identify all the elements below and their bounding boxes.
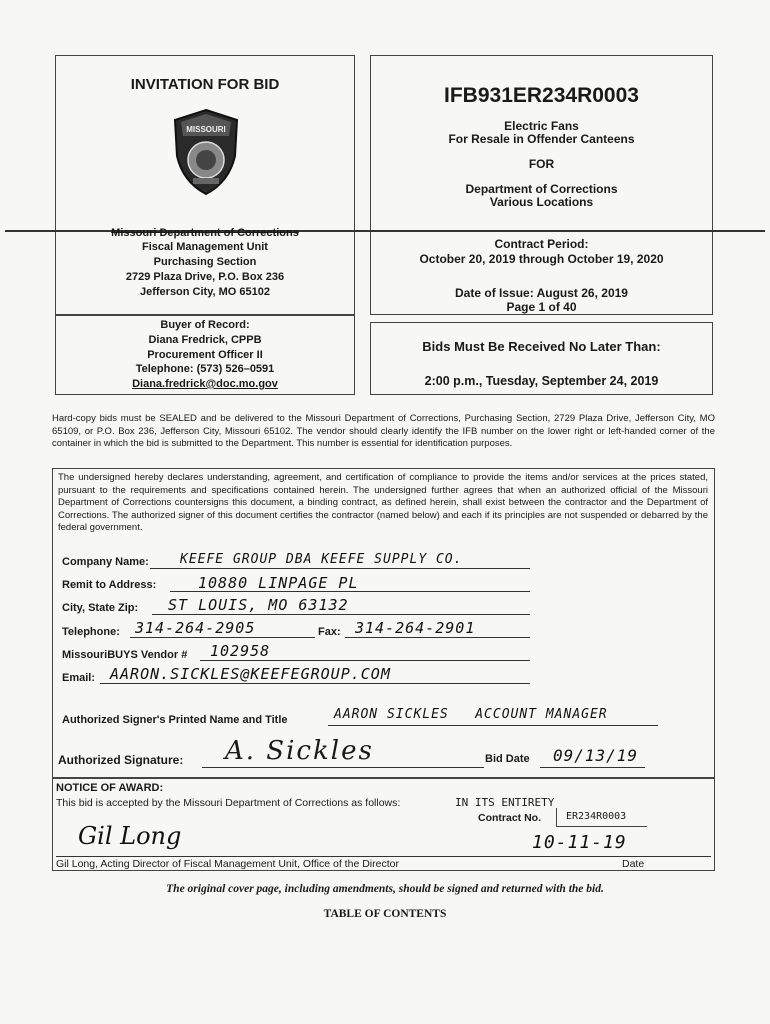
form-title: INVITATION FOR BID xyxy=(130,76,280,93)
remit-line xyxy=(170,591,530,592)
city-value[interactable]: ST LOUIS, MO 63132 xyxy=(168,596,349,614)
agency-name: Missouri Department of Corrections xyxy=(111,227,299,239)
dept-line-1: Department of Corrections xyxy=(465,182,618,196)
director-signature[interactable]: Gil Long xyxy=(78,822,182,850)
page-number: Page 1 of 40 xyxy=(506,300,577,314)
agency-address: 2729 Plaza Drive, P.O. Box 236 xyxy=(125,271,285,283)
buyer-title: Procurement Officer II xyxy=(147,349,263,361)
ifb-number: IFB931ER234R0003 xyxy=(444,84,639,107)
deadline-label: Bids Must Be Received No Later Than: xyxy=(422,339,661,354)
city-line xyxy=(152,614,530,615)
bid-date-value[interactable]: 09/13/19 xyxy=(553,746,639,765)
agency-section: Purchasing Section xyxy=(153,256,257,268)
email-label: Email: xyxy=(62,672,96,684)
seal-text: MISSOURI xyxy=(186,125,226,134)
vendor-number-value[interactable]: 102958 xyxy=(210,642,271,660)
bid-date-label: Bid Date xyxy=(485,753,530,765)
director-signature-line xyxy=(56,856,711,857)
dept-line-2: Various Locations xyxy=(489,195,594,209)
agency-city: Jefferson City, MO 65102 xyxy=(139,286,270,298)
contract-period-label: Contract Period: xyxy=(494,237,589,251)
authorized-signature[interactable]: A. Sickles xyxy=(225,736,374,766)
footer-note: The original cover page, including amendments, should be signed and returned with the bid. xyxy=(166,883,604,895)
item-line-1: Electric Fans xyxy=(504,119,579,133)
signature-line xyxy=(202,767,484,768)
fax-label: Fax: xyxy=(318,626,341,638)
vendor-number-line xyxy=(200,660,530,661)
award-date-label: Date xyxy=(622,858,645,870)
signer-value[interactable]: AARON SICKLES ACCOUNT MANAGER xyxy=(334,707,608,722)
director-title: Gil Long, Acting Director of Fiscal Management Unit, Office of the Director xyxy=(56,858,399,870)
award-text: This bid is accepted by the Missouri Department of Corrections as follows: xyxy=(56,797,401,809)
company-name-value[interactable]: KEEFE GROUP DBA KEEFE SUPPLY CO. xyxy=(180,552,463,567)
remit-label: Remit to Address: xyxy=(62,579,157,591)
buyer-name: Diana Fredrick, CPPB xyxy=(148,334,262,346)
buyer-email[interactable]: Diana.fredrick@doc.mo.gov xyxy=(132,378,278,390)
telephone-label: Telephone: xyxy=(62,626,120,638)
award-heading: NOTICE OF AWARD: xyxy=(56,782,164,794)
award-text-value[interactable]: IN ITS ENTIRETY xyxy=(455,796,555,809)
signer-line xyxy=(328,725,658,726)
telephone-line xyxy=(130,637,315,638)
buyer-phone: Telephone: (573) 526–0591 xyxy=(135,363,275,375)
company-name-label: Company Name: xyxy=(62,556,149,568)
for-label: FOR xyxy=(528,157,555,171)
contract-number-underline xyxy=(556,808,647,827)
submission-instructions: Hard-copy bids must be SEALED and be delivered to the Missouri Department of Corrections, Purchasing Section, 2729 Plaza Drive, Jefferson City, MO 65109, or P.O. Box 236, Jefferson City, Missouri 65102. The vendor should clearly identify the IFB number on the lower right or left-handed corner of the container in which the bid is submitted to the Department. This number is essential for identification purposes. xyxy=(52,413,715,449)
company-name-line xyxy=(150,568,530,569)
signature-label: Authorized Signature: xyxy=(58,753,184,767)
remit-value[interactable]: 10880 LINPAGE PL xyxy=(198,574,359,592)
table-of-contents-heading: TABLE OF CONTENTS xyxy=(323,908,447,920)
city-label: City, State Zip: xyxy=(62,602,139,614)
agency-unit: Fiscal Management Unit xyxy=(142,241,268,253)
bid-date-line xyxy=(540,767,645,768)
fax-value[interactable]: 314-264-2901 xyxy=(355,619,476,637)
contract-number-label: Contract No. xyxy=(478,812,541,824)
buyer-label: Buyer of Record: xyxy=(160,319,250,331)
fax-line xyxy=(345,637,530,638)
signer-label: Authorized Signer's Printed Name and Title xyxy=(62,714,288,726)
vendor-number-label: MissouriBUYS Vendor # xyxy=(62,649,188,661)
email-value[interactable]: AARON.SICKLES@KEEFEGROUP.COM xyxy=(110,665,391,683)
item-line-2: For Resale in Offender Canteens xyxy=(448,132,635,146)
telephone-value[interactable]: 314-264-2905 xyxy=(135,619,256,637)
certification-text: The undersigned hereby declares understanding, agreement, and certification of compliance to provide the items and/or services at the prices stated, pursuant to the requirements and specifications contained herein. The undersigned further agrees that when an authorized official of the Missouri Department of Corrections countersigns this document, a binding contract, as defined herein, shall exist between the contractor and the Department of Corrections. The authorized signer of this document certifies the contractor (named below) and each if its principles are not suspended or debarred by the federal government. xyxy=(58,472,708,533)
deadline-value: 2:00 p.m., Tuesday, September 24, 2019 xyxy=(424,374,659,388)
contract-period-value: October 20, 2019 through October 19, 2020 xyxy=(419,252,664,266)
issue-date: Date of Issue: August 26, 2019 xyxy=(455,286,628,300)
missouri-seal-icon xyxy=(171,108,241,196)
contract-number-value[interactable]: ER234R0003 xyxy=(566,811,627,822)
email-line xyxy=(100,683,530,684)
award-date-value[interactable]: 10-11-19 xyxy=(532,832,627,853)
